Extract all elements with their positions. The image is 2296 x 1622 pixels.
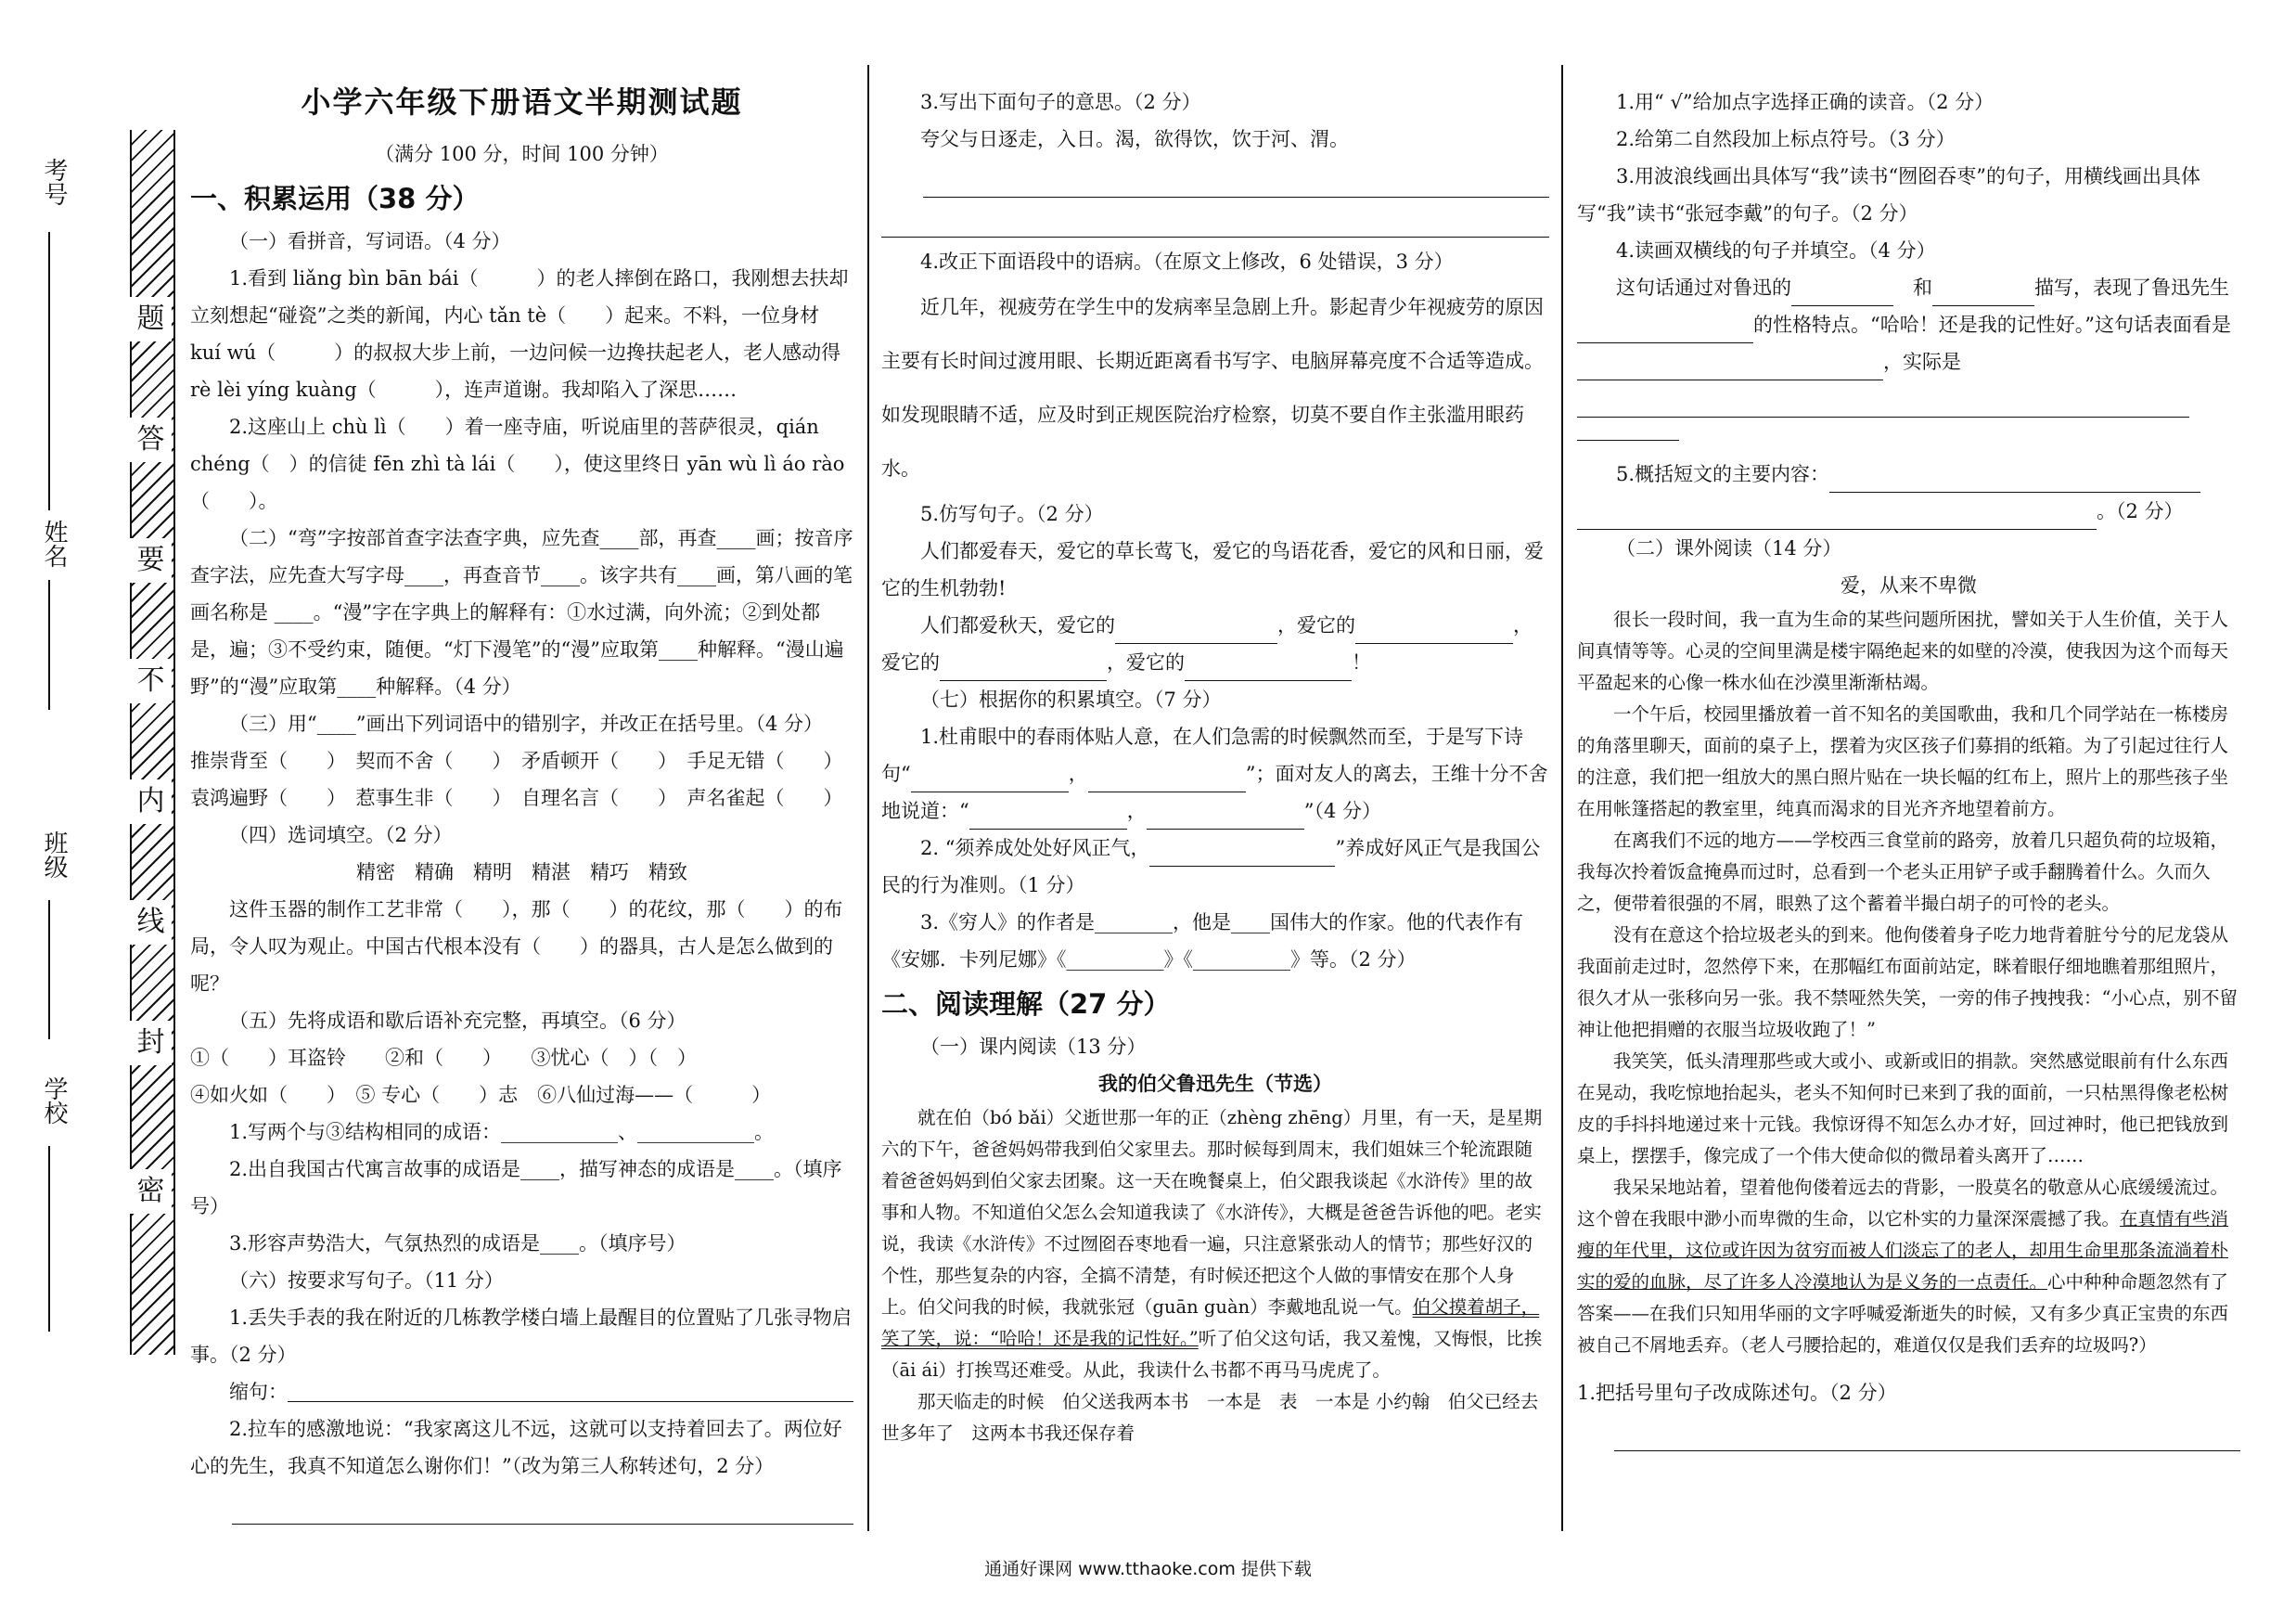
question-part: 描写，表现了鲁迅先生: [2034, 277, 2229, 299]
number-line: [48, 232, 50, 418]
school-line: [48, 1146, 50, 1332]
question-part: 和: [1913, 277, 1932, 299]
seal-char: 封: [130, 1021, 172, 1065]
article-body: [1577, 604, 2240, 1361]
blank[interactable]: [1185, 658, 1352, 681]
blank[interactable]: [1115, 621, 1277, 644]
question-part: 的性格特点。“哈哈！还是我的记性好。”这句话表面看是: [1753, 314, 2231, 336]
question-part: ，实际是: [1883, 351, 1961, 373]
question-text: 1.看到 liǎng bìn bān bái（ ）的老人摔倒在路口，我刚想去扶却立刻想起“碰瓷”之类的新闻，内心 tǎn tè（ ）起来。不料，一位身材 kuí wú（ ）的叔叔大步上前，一边问候一边搀扶起老人，老人感动得 rè lèi yíng kuàng（ ），连声道谢。我却陷入了深思……: [190, 267, 849, 401]
question-text: （二）“弯”字按部首查字法查字典，应先查____部，再查____画；按音序查字法，应先查大写字母____，再查音节____。该字共有____画，第八画的笔画名称是 ____。“漫”字在字典上的解释有：①水过满，向外流；②到处都是，遍；③不受约束，随便。“灯下漫笔”的“漫”应取第____种解释。“漫山遍野”的“漫”应取第____种解释。（4 分）: [190, 527, 853, 698]
question-text: 1.写两个与③结构相同的成语：____________、____________。: [229, 1121, 775, 1143]
question-text: [1577, 456, 2240, 493]
question-heading: （三）用“____”画出下列词语中的错别字，并改正在括号里。（4 分）: [229, 713, 824, 735]
question-text: 3.写出下面句子的意思。（2 分）: [920, 91, 1201, 113]
answer-line[interactable]: [881, 205, 1549, 238]
article-text: 我呆呆地站着，望着他佝偻着远去的背影，一股莫名的敬意从心底缓缓流过。这个曾在我眼中渺小而卑微的生命，以它朴实的力量深深震撼了我。: [1577, 1177, 2229, 1229]
binding-margin: [37, 130, 165, 1355]
template-text: ，爱它的: [1107, 651, 1185, 674]
answer-row: [190, 1373, 853, 1410]
question-part: ”（4 分）: [1303, 800, 1382, 822]
question-part: 2. “须养成处处好风正气，: [920, 837, 1150, 859]
article-paragraph: 一个午后，校园里播放着一首不知名的美国歌曲，我和几个同学站在一栋楼房的角落里聊天，面前的桌子上，摆着为灾区孩子们募捐的纸箱。为了引起过往行人的注意，我们把一组放大的黑白照片贴在一块长幅的红布上，照片上的那些孩子坐在用帐篷搭起的教室里，纯真而渴求的目光齐齐地望着前方。: [1577, 703, 2229, 819]
question-text: 2.拉车的感激地说：“我家离这儿不远，这就可以支持着回去了。两位好心的先生，我真不知道怎么谢你们！”（改为第三人称转述句，2 分）: [190, 1418, 842, 1477]
blank[interactable]: [1577, 507, 2097, 530]
column-2: [881, 84, 1549, 1449]
article-title: 我的伯父鲁迅先生（节选）: [1098, 1072, 1332, 1095]
blank[interactable]: [969, 806, 1127, 830]
seal-char: 要: [130, 538, 172, 583]
class-line: [48, 900, 50, 1039]
imitation-row: 人们都爱秋天，爱它的 ，爱它的 ，: [881, 607, 1549, 644]
example-sentence: 人们都爱春天，爱它的草长莺飞，爱它的鸟语花香，爱它的风和日丽，爱它的生机勃勃!: [881, 540, 1544, 599]
seal-char: 密: [130, 1169, 172, 1214]
question-part: 。（2 分）: [2097, 500, 2184, 522]
question-text: 2.出自我国古代寓言故事的成语是____，描写神态的成语是____。（填序号）: [190, 1158, 842, 1217]
question-text: 4.读画双横线的句子并填空。（4 分）: [1616, 239, 1936, 262]
question-part: ”养成好风正气是我国公民的行为准则。（1 分）: [881, 837, 1541, 896]
question-row: ①（ ）耳盗铃 ②和（ ） ③忧心（ ）（ ）: [190, 1047, 697, 1069]
subtitle: （满分 100 分，时间 100 分钟）: [375, 143, 669, 165]
double-underlined-sentence: 伯父摸着胡子，笑了笑，说：“哈哈！还是我的记性好。”: [881, 1296, 1540, 1349]
question-text: 1.把括号里句子改成陈述句。（2 分）: [1577, 1382, 1897, 1404]
question-text: 1.丢失手表的我在附近的几栋教学楼白墙上最醒目的位置贴了几张寻物启事。（2 分）: [190, 1307, 853, 1366]
article-paragraph: 听了伯父这句话，我又羞愧，又悔恨，比挨（āi ái）打挨骂还难受。从此，我读什么书都不再马马虎虎了。: [881, 1328, 1543, 1381]
question-text: [1577, 493, 2240, 530]
answer-line[interactable]: [288, 1373, 853, 1402]
article-paragraph: [1577, 1172, 2240, 1361]
seal-char: 线: [130, 900, 172, 945]
template-text: ，爱它的: [1277, 614, 1355, 637]
imitation-row: 爱它的 ，爱它的 ！: [881, 644, 1549, 681]
name-label: 姓名: [40, 520, 68, 568]
blank[interactable]: [1355, 621, 1513, 644]
seal-char: 答: [130, 418, 172, 462]
page-title: 小学六年级下册语文半期测试题: [301, 84, 743, 120]
blank[interactable]: [1149, 843, 1335, 867]
question-text: 2.给第二自然段加上标点符号。（3 分）: [1616, 128, 1956, 150]
article-paragraph: 很长一段时间，我一直为生命的某些问题所困扰，譬如关于人生价值，关于人间真情等等。心灵的空间里满是楼宇隔绝起来的如壁的冷漠，使我因为这个而每天平盈起来的心像一株水仙在沙漠里渐渐枯竭。: [1577, 609, 2229, 693]
question-heading: （六）按要求写句子。（11 分）: [229, 1269, 504, 1292]
question-text: 3.《穷人》的作者是________，他是____国伟大的作家。他的代表作有《安娜．卡列尼娜》《__________》《__________》等。（2 分）: [881, 911, 1524, 971]
column-divider: [1561, 65, 1563, 1531]
column-1: [190, 84, 853, 1530]
name-line: [48, 580, 50, 710]
question-heading: （一）看拼音，写词语。（4 分）: [229, 230, 511, 252]
question-part: 1.杜甫眼中的春雨体贴人意，在人们急需的时候飘然而至，于是写下诗句“: [881, 726, 1524, 785]
question-heading: （一）课内阅读（13 分）: [920, 1036, 1147, 1058]
blank[interactable]: [1932, 283, 2034, 306]
blank[interactable]: [1791, 283, 1893, 306]
article-paragraph: 那天临走的时候 伯父送我两本书 一本是 表 一本是 小约翰 伯父已经去世多年了 这两本书我还保存着: [881, 1391, 1539, 1444]
article-paragraph: 没有在意这个拾垃圾老头的到来。他佝偻着身子吃力地背着脏兮兮的尼龙袋从我面前走过时，忽然停下来，在那幅红布面前站定，眯着眼仔细地瞧着那组照片，很久才从一张移向另一张。我不禁哑然失笑，一旁的伟子拽拽我：“小心点，别不留神让他把捐赠的衣服当垃圾收跑了！”: [1577, 924, 2238, 1040]
article-paragraph: 在离我们不远的地方——学校西三食堂前的路旁，放着几只超负荷的垃圾箱，我每次拎着饭盒掩鼻而过时，总看到一个老头正用铲子或手翻腾着什么。久而久之，便带着很强的不屑，眼熟了这个蓄着半撮白胡子的可怜的老头。: [1577, 830, 2229, 914]
blank[interactable]: [1577, 394, 2189, 418]
article-title: 爱，从来不卑微: [1841, 574, 1977, 597]
blank[interactable]: [911, 769, 1069, 792]
name-line-top: [48, 408, 50, 510]
blank[interactable]: [1577, 320, 1753, 343]
section-heading: 二、阅读理解（27 分）: [881, 988, 1171, 1020]
column-divider: [867, 65, 869, 1531]
question-row: ④如火如（ ） ⑤ 专心（ ）志 ⑥八仙过海——（ ）: [190, 1084, 772, 1106]
question-text: [881, 830, 1549, 904]
question-heading: （四）选词填空。（2 分）: [229, 824, 453, 846]
seal-char: 内: [130, 779, 172, 824]
question-text: 1.用“ √”给加点字选择正确的读音。（2 分）: [1616, 91, 1995, 113]
question-row: 推崇背至（ ） 契而不舍（ ） 矛盾顿开（ ） 手足无错（ ）: [190, 750, 843, 772]
footer-credit: 通通好课网 www.tthaoke.com 提供下载: [984, 1559, 1312, 1579]
question-part: ”；面对友人的离去，王维十分不舍地说道：“: [881, 763, 1548, 822]
question-text: 3.用波浪线画出具体写“我”读书“囫囵吞枣”的句子，用横线画出具体写“我”读书“张冠李戴”的句子。（2 分）: [1577, 165, 2200, 225]
seal-char: 题: [130, 297, 172, 341]
question-heading: （七）根据你的积累填空。（7 分）: [920, 689, 1222, 711]
word-choices: 精密 精确 精明 精湛 精巧 精致: [356, 861, 687, 883]
question-text: 3.形容声势浩大，气氛热烈的成语是____。（填序号）: [229, 1232, 686, 1255]
school-label: 学校: [40, 1076, 68, 1125]
blank[interactable]: [1088, 769, 1246, 792]
question-text: 5.仿写句子。（2 分）: [920, 503, 1104, 525]
number-label: 考号: [40, 158, 68, 206]
answer-line[interactable]: [232, 1492, 853, 1525]
question-part: 这句话通过对鲁迅的: [1616, 277, 1791, 299]
question-text: 1.杜甫眼中的春雨体贴人意，在人们急需的时候飘然而至，于是写下诗句“ ， ”；面对友人的离去，王维十分不舍地说道：“ ， ”（4 分）: [881, 718, 1549, 830]
passage: 近几年，视疲劳在学生中的发病率呈急剧上升。影起青少年视疲劳的原因主要有长时间过渡用眼、长期近距离看书写字、电脑屏幕亮度不合适等造成。如发现眼睛不适，应及时到正规医院治疗检察，切莫不要自作主张滥用眼药水。: [881, 296, 1544, 480]
underlined-sentence: 在真情有些消瘦的年代里，这位或许因为贫穷而被人们淡忘了的老人，却用生命里那条流淌着朴实的爱的血脉，尽了许多人冷漠地认为是义务的一点责任。: [1577, 1208, 2229, 1293]
article-text: 心中种种命题忽然有了答案——在我们只知用华丽的文字呼喊爱渐逝失的时候，又有多少真正宝贵的东西被自己不屑地丢弃。（老人弓腰拾起的，难道仅仅是我们丢弃的垃圾吗?）: [1577, 1271, 2229, 1356]
question-text: 这件玉器的制作工艺非常（ ），那（ ）的花纹，那（ ）的布局，令人叹为观止。中国古代根本没有（ ）的器具，古人是怎么做到的呢？: [190, 898, 843, 995]
column-3: [1577, 84, 2240, 1457]
answer-line[interactable]: [923, 165, 1549, 198]
article-paragraph: 就在伯（bó bǎi）父逝世那一年的正（zhèng zhēng）月里，有一天，是星期六的下午，爸爸妈妈带我到伯父家里去。那时候每到周末，我们姐妹三个轮流跟随着爸爸妈妈到伯父家去团聚。这一天在晚餐桌上，伯父跟我谈起《水浒传》里的故事和人物。不知道伯父怎么会知道我读了《水浒传》，大概是爸爸告诉他的吧。老实说，我读《水浒传》不过囫囵吞枣地看一遍，只注意紧张动人的情节；那些好汉的个性，那些复杂的内容，全搞不清楚，有时候还把这个人做的事情安在那个人身上。伯父问我的时候，我就张冠（guān guàn）李戴地乱说一气。: [881, 1107, 1543, 1318]
blank[interactable]: [940, 658, 1107, 681]
classical-quote: 夸父与日逐走，入日。渴，欲得饮，饮于河、渭。: [920, 128, 1349, 150]
question-text: 4.改正下面语段中的语病。（在原文上修改，6 处错误，3 分）: [920, 251, 1454, 273]
question-heading: （五）先将成语和歇后语补充完整，再填空。（6 分）: [229, 1010, 686, 1032]
seal-char: 不: [130, 659, 172, 703]
question-text: [1577, 269, 2240, 418]
class-label: 班级: [40, 830, 68, 879]
question-row: 袁鸿遍野（ ） 惹事生非（ ） 自理名言（ ） 声名雀起（ ）: [190, 787, 843, 809]
question-heading: （二）课外阅读（14 分）: [1616, 537, 1842, 560]
template-text: 爱它的: [881, 651, 940, 674]
blank[interactable]: [1147, 806, 1304, 830]
answer-label: 缩句：: [229, 1381, 288, 1403]
question-text: 2.这座山上 chù lì（ ）着一座寺庙，听说庙里的菩萨很灵，qián chéng（ ）的信徒 fēn zhì tà lái（ ），使这里终日 yān wù lì áo rào（ ）。: [190, 416, 845, 512]
article-paragraph: 我笑笑，低头清理那些或大或小、或新或旧的捐款。突然感觉眼前有什么东西在晃动，我吃惊地抬起头，老头不知何时已来到了我的面前，一只枯黑得像老松树皮的手抖抖地递过来十元钱。我惊讶得不知怎么办才好，回过神时，他已把钱放到桌上，摆摆手，像完成了一个伟大使命似的微昂着头离开了……: [1577, 1050, 2229, 1166]
article-body: [881, 1102, 1549, 1449]
question-part: 5.概括短文的主要内容：: [1616, 463, 1830, 485]
blank[interactable]: [1577, 357, 1883, 380]
template-text: 人们都爱秋天，爱它的: [920, 614, 1115, 637]
answer-line[interactable]: [1614, 1419, 2240, 1451]
blank[interactable]: [1577, 418, 1679, 441]
section-heading: 一、积累运用（38 分）: [190, 183, 480, 214]
blank[interactable]: [1829, 470, 2200, 493]
